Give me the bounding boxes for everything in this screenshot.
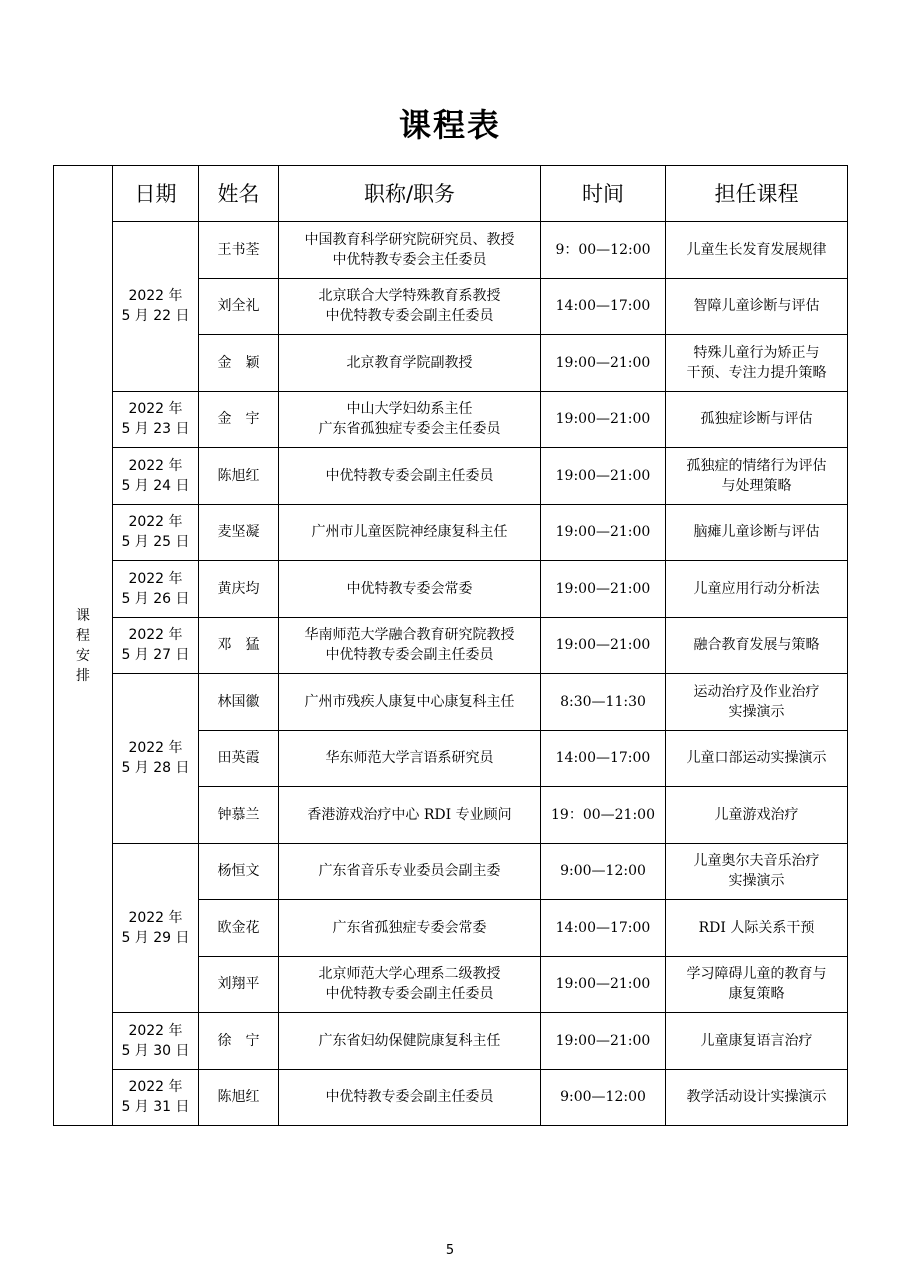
title-line: 中优特教专委会常委 [346,580,473,597]
title-line: 中国教育科学研究院研究员、教授 [304,231,515,248]
title-line: 广东省孤独症专委会常委 [332,919,487,936]
name-cell: 田英霞 [199,730,279,787]
name-cell: 杨恒文 [199,843,279,900]
page-number: 5 [445,1243,455,1258]
name-cell: 邓 猛 [199,617,279,674]
title-cell [279,1069,541,1126]
date-line: 5 月 23 日 [121,421,190,438]
header-name: 姓名 [199,166,279,222]
date-line: 2022 年 [128,401,183,418]
table-row [54,617,848,674]
time-cell: 9:00—12:00 [541,843,666,900]
time-cell: 9:00—12:00 [541,1069,666,1126]
title-cell [279,391,541,448]
name-cell: 林国徽 [199,674,279,731]
course-line: 儿童奥尔夫音乐治疗 [693,853,820,870]
course-cell [666,617,848,674]
course-line: 实操演示 [728,873,785,890]
name-cell: 金 颖 [199,335,279,392]
course-line: 孤独症诊断与评估 [700,411,813,428]
date-line: 2022 年 [128,570,183,587]
table-row [54,674,848,731]
course-cell [666,730,848,787]
name-cell: 王书荃 [199,222,279,279]
date-cell [113,1069,199,1126]
course-line: 儿童游戏治疗 [714,806,799,823]
date-cell [113,617,199,674]
course-line: 学习障碍儿童的教育与 [686,966,827,983]
header-date: 日期 [113,166,199,222]
date-cell [113,448,199,505]
date-line: 2022 年 [128,740,183,757]
course-line: 运动治疗及作业治疗 [693,683,820,700]
date-line: 2022 年 [128,514,183,531]
course-cell [666,956,848,1013]
header-title: 职称/职务 [279,166,541,222]
title-line: 广州市儿童医院神经康复科主任 [311,524,508,541]
date-cell [113,843,199,1013]
time-cell: 19：00—21:00 [541,787,666,844]
name-cell: 徐 宁 [199,1013,279,1070]
title-cell [279,504,541,561]
time-cell: 19:00—21:00 [541,504,666,561]
title-cell [279,222,541,279]
table-row [54,504,848,561]
course-line: 儿童生长发育发展规律 [686,241,827,258]
date-line: 2022 年 [128,1079,183,1096]
course-cell [666,1013,848,1070]
section-label [54,166,113,1126]
title-line: 北京教育学院副教授 [346,354,473,371]
date-line: 5 月 28 日 [121,760,190,777]
title-line: 中优特教专委会副主任委员 [325,986,494,1003]
title-line: 广东省妇幼保健院康复科主任 [318,1032,501,1049]
course-cell [666,504,848,561]
title-line: 广东省孤独症专委会主任委员 [318,421,501,438]
name-cell: 黄庆均 [199,561,279,618]
title-line: 华南师范大学融合教育研究院教授 [304,627,515,644]
title-cell [279,335,541,392]
date-line: 5 月 31 日 [121,1099,190,1116]
date-line: 2022 年 [128,627,183,644]
date-line: 2022 年 [128,1022,183,1039]
title-line: 中优特教专委会副主任委员 [325,308,494,325]
date-cell [113,222,199,392]
section-label-char: 程 [76,627,90,644]
course-cell [666,1069,848,1126]
title-cell [279,956,541,1013]
course-cell [666,391,848,448]
time-cell: 19:00—21:00 [541,335,666,392]
title-line: 北京联合大学特殊教育系教授 [318,288,501,305]
title-line: 中优特教专委会主任委员 [332,251,487,268]
course-cell [666,561,848,618]
table-row [54,222,848,279]
course-cell [666,787,848,844]
course-line: 干预、专注力提升策略 [686,364,827,381]
course-line: 康复策略 [728,986,785,1003]
title-line: 华东师范大学言语系研究员 [325,750,494,767]
time-cell: 14:00—17:00 [541,278,666,335]
title-cell [279,448,541,505]
course-cell [666,278,848,335]
title-cell [279,1013,541,1070]
date-line: 5 月 26 日 [121,590,190,607]
time-cell: 14:00—17:00 [541,730,666,787]
schedule-body [54,166,848,1126]
date-line: 5 月 24 日 [121,477,190,494]
title-line: 中优特教专委会副主任委员 [325,1089,494,1106]
course-line: 脑瘫儿童诊断与评估 [693,524,820,541]
page-title: 课程表 [398,106,501,144]
name-cell: 麦坚凝 [199,504,279,561]
date-cell [113,391,199,448]
header-row [54,166,848,222]
time-cell: 14:00—17:00 [541,900,666,957]
title-line: 北京师范大学心理系二级教授 [318,966,501,983]
date-line: 2022 年 [128,909,183,926]
course-line: 实操演示 [728,703,785,720]
date-line: 5 月 30 日 [121,1042,190,1059]
course-line: 教学活动设计实操演示 [686,1089,827,1106]
table-row [54,561,848,618]
table-row [54,1013,848,1070]
date-cell [113,1013,199,1070]
title-line: 中优特教专委会副主任委员 [325,467,494,484]
title-line: 广州市残疾人康复中心康复科主任 [304,693,515,710]
course-line: 孤独症的情绪行为评估 [686,457,827,474]
name-cell: 陈旭红 [199,448,279,505]
header-time: 时间 [541,166,666,222]
name-cell: 刘翔平 [199,956,279,1013]
course-cell [666,448,848,505]
course-line: 儿童康复语言治疗 [700,1032,813,1049]
time-cell: 19:00—21:00 [541,448,666,505]
date-cell [113,561,199,618]
course-cell [666,222,848,279]
name-cell: 钟慕兰 [199,787,279,844]
date-line: 5 月 27 日 [121,647,190,664]
course-cell [666,335,848,392]
course-cell [666,674,848,731]
title-cell [279,900,541,957]
course-line: 特殊儿童行为矫正与 [693,344,820,361]
table-row [54,391,848,448]
table-row [54,1069,848,1126]
course-line: RDI 人际关系干预 [698,919,815,936]
time-cell: 19:00—21:00 [541,391,666,448]
name-cell: 陈旭红 [199,1069,279,1126]
schedule-table [53,165,848,1126]
date-line: 2022 年 [128,288,183,305]
time-cell: 19:00—21:00 [541,956,666,1013]
date-line: 5 月 22 日 [121,308,190,325]
title-cell [279,674,541,731]
time-cell: 9：00—12:00 [541,222,666,279]
title-line: 广东省音乐专业委员会副主委 [318,863,501,880]
title-line: 中优特教专委会副主任委员 [325,647,494,664]
title-line: 香港游戏治疗中心 RDI 专业顾问 [307,806,512,823]
title-cell [279,843,541,900]
date-line: 2022 年 [128,457,183,474]
title-cell [279,617,541,674]
title-cell [279,278,541,335]
section-label-char: 安 [76,647,90,664]
name-cell: 金 宇 [199,391,279,448]
title-cell [279,730,541,787]
name-cell: 欧金花 [199,900,279,957]
title-cell [279,561,541,618]
course-line: 智障儿童诊断与评估 [693,298,820,315]
section-label-char: 课 [76,607,90,624]
date-line: 5 月 25 日 [121,534,190,551]
course-line: 融合教育发展与策略 [693,637,820,654]
table-row [54,448,848,505]
date-cell [113,674,199,844]
course-line: 儿童口部运动实操演示 [686,750,827,767]
course-cell [666,843,848,900]
time-cell: 19:00—21:00 [541,561,666,618]
course-cell [666,900,848,957]
table-row [54,843,848,900]
time-cell: 8:30—11:30 [541,674,666,731]
name-cell: 刘全礼 [199,278,279,335]
section-label-char: 排 [76,667,90,684]
date-line: 5 月 29 日 [121,929,190,946]
date-cell [113,504,199,561]
title-line: 中山大学妇幼系主任 [346,401,473,418]
title-cell [279,787,541,844]
header-course: 担任课程 [666,166,848,222]
time-cell: 19:00—21:00 [541,1013,666,1070]
course-line: 与处理策略 [721,477,792,494]
course-line: 儿童应用行动分析法 [693,580,820,597]
time-cell: 19:00—21:00 [541,617,666,674]
